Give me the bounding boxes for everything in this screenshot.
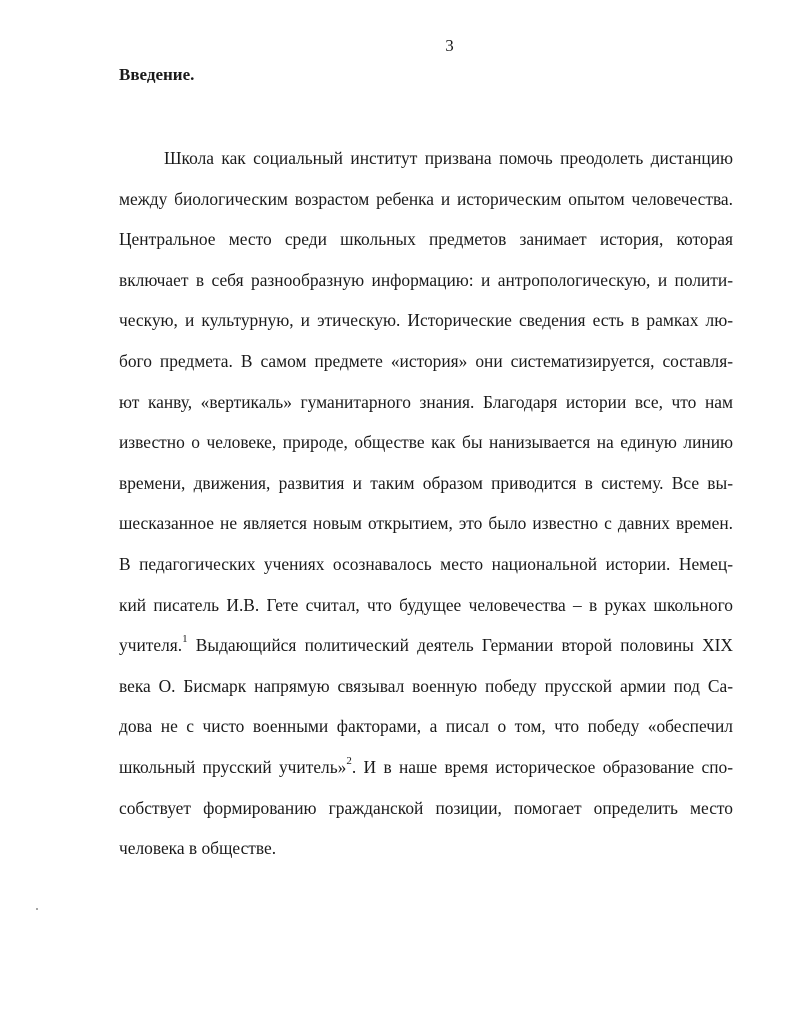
text-line: века О. Бисмарк напрямую связывал военную победу прусской армии под Са- — [119, 675, 733, 696]
footnote-marker[interactable]: 2 — [346, 755, 352, 768]
footnote-marker[interactable]: 1 — [182, 633, 188, 646]
text-line: Центральное место среди школьных предметов занимает история, которая — [119, 229, 733, 250]
text-line: кий писатель И.В. Гете считал, что будущее человечества – в руках школьного — [119, 594, 733, 615]
text-line: известно о человеке, природе, обществе как бы нанизывается на единую линию — [119, 432, 733, 453]
text-line-with-footnote — [119, 754, 733, 795]
line-text-before-footnote: школьный прусский учитель» — [119, 756, 347, 777]
text-line: между биологическим возрастом ребенка и историческим опытом человечества. — [119, 188, 733, 209]
scan-speck — [36, 908, 38, 910]
page-number: 3 — [445, 36, 454, 55]
text-line: дова не с чисто военными факторами, а писал о том, что победу «обеспечил — [119, 716, 733, 737]
body-paragraph — [119, 145, 733, 876]
line-text-after-footnote: Выдающийся политический деятель Германии второй половины XIX — [187, 635, 733, 656]
text-line: шесказанное не является новым открытием, это было известно с давних времен. — [119, 513, 733, 534]
text-line: собствует формированию гражданской позиции, помогает определить место — [119, 797, 733, 818]
section-heading: Введение. — [119, 65, 195, 84]
text-line: включает в себя разнообразную информацию: и антропологическую, и полити- — [119, 269, 733, 290]
text-line: человека в обществе. — [119, 838, 277, 859]
text-line: бого предмета. В самом предмете «история» они систематизируется, составля- — [119, 350, 733, 371]
text-line: В педагогических учениях осознавалось место национальной истории. Немец- — [119, 553, 733, 574]
line-text-after-footnote: . И в наше время историческое образование спо- — [351, 756, 733, 777]
text-line: Школа как социальный институт призвана помочь преодолеть дистанцию — [164, 148, 733, 168]
line-text-before-footnote: учителя. — [119, 635, 183, 656]
text-line-with-footnote — [119, 632, 733, 673]
text-line: ют канву, «вертикаль» гуманитарного знания. Благодаря истории все, что нам — [119, 391, 733, 412]
text-line: ческую, и культурную, и этическую. Исторические сведения есть в рамках лю- — [119, 310, 733, 331]
text-line: времени, движения, развития и таким образом приводится в систему. Все вы- — [119, 472, 733, 493]
